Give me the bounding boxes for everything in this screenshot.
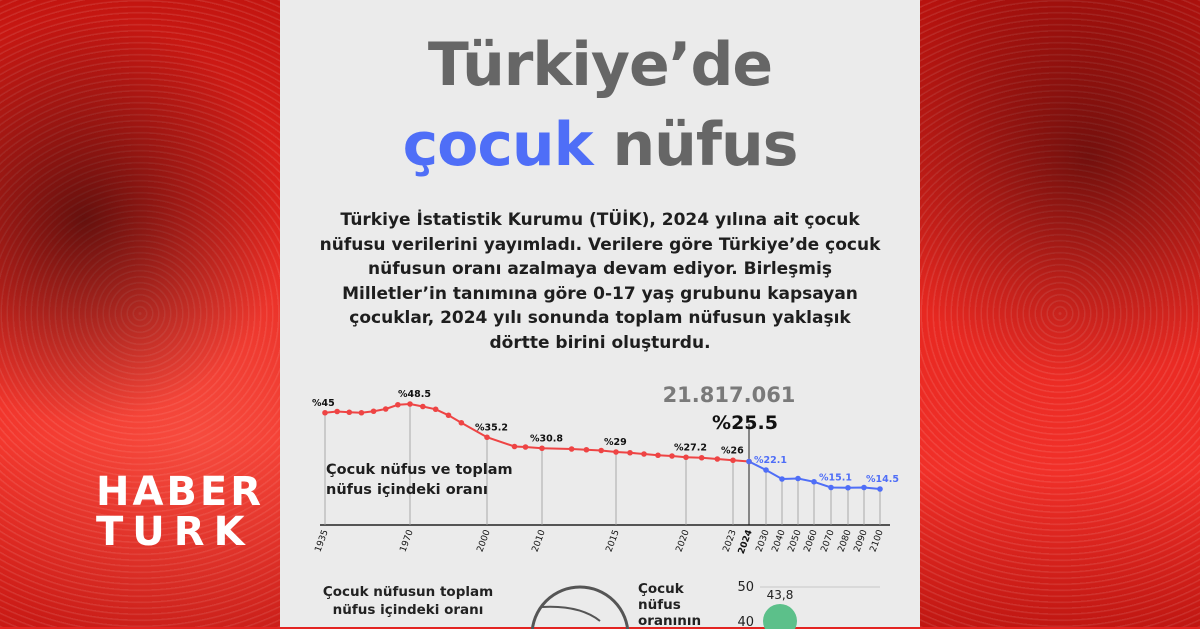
chart-title-line-2: nüfus içindeki oranı xyxy=(326,482,488,498)
point-2018 xyxy=(655,452,661,458)
x-tick-2060: 2060 xyxy=(802,528,820,554)
point-2000 xyxy=(484,434,490,440)
x-tick-2020: 2020 xyxy=(674,528,692,554)
point-2017 xyxy=(641,451,647,457)
secondary-bubble xyxy=(763,604,797,629)
x-tick-2090: 2090 xyxy=(852,528,870,554)
secondary-left-label: Çocuk nüfusun toplam nüfus içindeki oranı xyxy=(322,584,494,618)
point-1980 xyxy=(433,406,439,412)
x-tick-2000: 2000 xyxy=(475,528,493,554)
secondary-tick-50: 50 xyxy=(737,580,754,595)
point-2023 xyxy=(730,457,736,463)
point-2015 xyxy=(613,449,619,455)
point-1945 xyxy=(346,409,352,415)
data-label-2010: %30.8 xyxy=(530,433,563,445)
x-tick-2080: 2080 xyxy=(836,528,854,554)
x-tick-1935: 1935 xyxy=(313,528,331,554)
left-red-background xyxy=(0,0,280,627)
data-label-2020: %27.2 xyxy=(674,442,707,454)
point-1965 xyxy=(395,402,401,408)
secondary-tick-40: 40 xyxy=(737,615,754,629)
point-2013 xyxy=(584,447,590,453)
point-2060 xyxy=(811,479,817,485)
point-2021 xyxy=(699,455,705,461)
title-line-2 xyxy=(280,110,920,180)
x-tick-2010: 2010 xyxy=(530,528,548,554)
point-2100 xyxy=(877,486,883,492)
right-red-background xyxy=(920,0,1200,627)
point-1940 xyxy=(334,409,340,415)
infographic-panel xyxy=(280,0,920,627)
point-2014 xyxy=(598,448,604,454)
data-label-2000: %35.2 xyxy=(475,422,508,434)
x-tick-2100: 2100 xyxy=(868,528,886,554)
point-2024 xyxy=(746,459,752,465)
data-label-2030: %22.1 xyxy=(754,455,787,466)
point-1970 xyxy=(407,401,413,407)
point-2050 xyxy=(795,476,801,482)
data-label-2100: %14.5 xyxy=(866,474,899,485)
data-label-2015: %29 xyxy=(604,437,627,448)
data-label-2070: %15.1 xyxy=(819,472,852,484)
title-line-1: Türkiye’de xyxy=(427,30,773,100)
point-1985 xyxy=(446,412,452,418)
highlight-count: 21.817.061 xyxy=(662,383,796,407)
highlight-percent: %25.5 xyxy=(712,412,778,434)
chart-title-line-1: Çocuk nüfus ve toplam xyxy=(326,462,513,478)
secondary-pie-arc xyxy=(542,607,600,621)
point-1960 xyxy=(383,406,389,412)
secondary-bubble-value: 43,8 xyxy=(766,588,794,602)
intro-paragraph: Türkiye İstatistik Kurumu (TÜİK), 2024 yılına ait çocuk nüfusu verilerini yayımladı. Verilere göre Türkiye’de çocuk nüfusun oranı azalmaya devam ediyor. Birleşmiş Milletler’in tanımına göre 0-17 yaş grubunu kapsayan çocuklar, 2024 yılı sonunda toplam nüfusun yaklaşık dörtte birini oluşturdu. xyxy=(319,210,881,353)
x-tick-2030: 2030 xyxy=(754,528,772,554)
x-tick-1970: 1970 xyxy=(398,528,416,554)
x-tick-2040: 2040 xyxy=(770,528,788,554)
secondary-pie-outline xyxy=(532,587,628,629)
point-2080 xyxy=(845,485,851,491)
title-highlight: çocuk xyxy=(402,110,593,180)
data-label-1935: %45 xyxy=(312,397,335,409)
chart-x-ticks xyxy=(314,528,886,555)
x-tick-2070: 2070 xyxy=(819,528,837,554)
point-2007 xyxy=(523,444,529,450)
point-2030 xyxy=(763,467,769,473)
point-1975 xyxy=(420,404,426,410)
point-2010 xyxy=(539,445,545,451)
title-rest: nüfus xyxy=(612,110,798,180)
point-1935 xyxy=(322,410,328,416)
point-2019 xyxy=(669,453,675,459)
point-2012 xyxy=(569,446,575,452)
chart-title xyxy=(326,462,518,498)
point-2040 xyxy=(779,476,785,482)
x-tick-2050: 2050 xyxy=(786,528,804,554)
logo-line-2: TURK xyxy=(96,509,254,555)
haberturk-logo xyxy=(96,469,265,555)
point-2022 xyxy=(715,456,721,462)
point-2090 xyxy=(861,485,867,491)
point-1950 xyxy=(359,410,365,416)
secondary-right-label: Çocuk nüfus oranının xyxy=(638,581,702,629)
data-label-1970: %48.5 xyxy=(398,389,431,400)
x-tick-2023: 2023 xyxy=(721,528,739,554)
point-2016 xyxy=(627,450,633,456)
point-2020 xyxy=(683,454,689,460)
point-2070 xyxy=(828,485,834,491)
point-2005 xyxy=(512,444,518,450)
x-tick-2024: 2024 xyxy=(736,528,755,556)
logo-line-1: HABER xyxy=(96,469,265,515)
x-tick-2015: 2015 xyxy=(604,528,622,554)
point-1990 xyxy=(459,420,465,426)
chart-points xyxy=(322,401,883,492)
data-label-2023: %26 xyxy=(721,445,744,457)
point-1955 xyxy=(371,408,377,414)
